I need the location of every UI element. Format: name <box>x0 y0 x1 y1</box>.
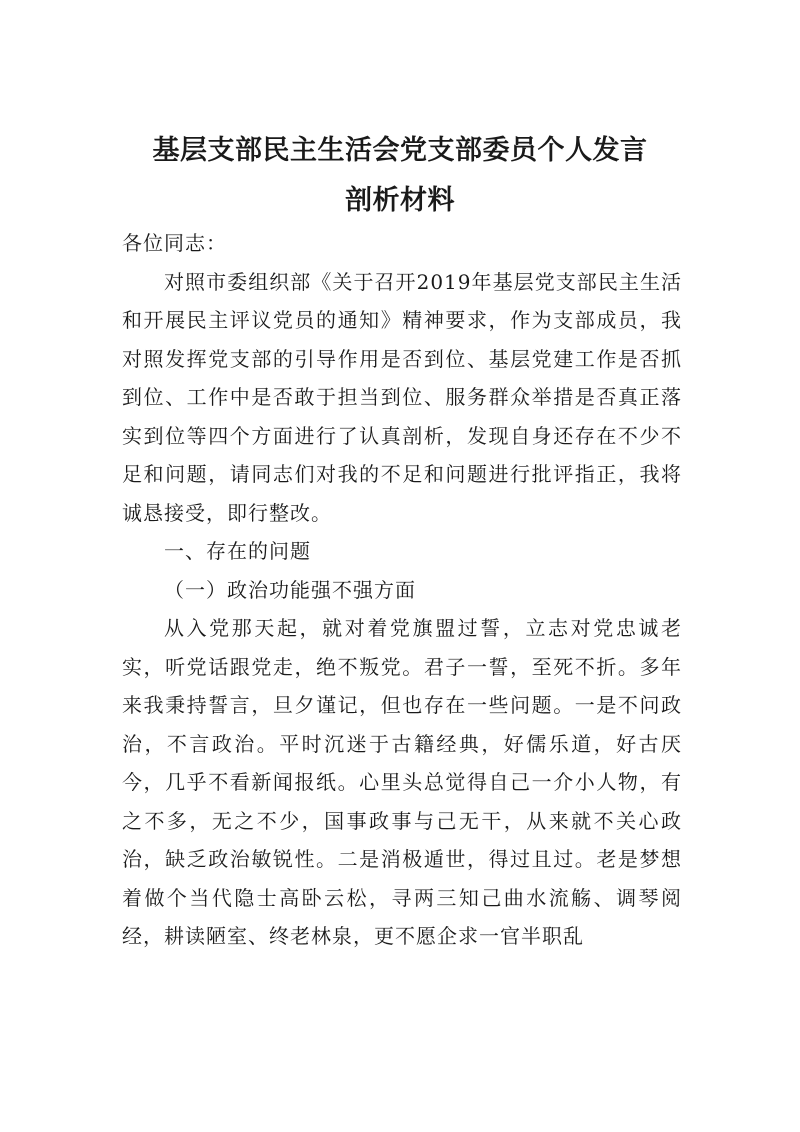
section-heading: 一、存在的问题 <box>164 539 311 563</box>
subsection-paragraph: 从入党那天起，就对着党旗盟过誓，立志对党忠诚老实，听党话跟党走，绝不叛党。君子一誓，至死不折。多年来我秉持誓言，旦夕谨记，但也存在一些问题。一是不问政治，不言政治。平时沉迷于古籍经典，好儒乐道，好古厌今，几乎不看新闻报纸。心里头总觉得自己一介小人物，有之不多，无之不少，国事政事与己无干，从来就不关心政治，缺乏政治敏锐性。二是消极遁世，得过且过。老是梦想着做个当代隐士高卧云松，寻两三知己曲水流觞、调琴阅经，耕读陋室、终老林泉，更不愿企求一官半职乱 <box>122 616 682 948</box>
document-title: 基层支部民主生活会党支部委员个人发言 <box>152 135 648 166</box>
subsection-heading: （一）政治功能强不强方面 <box>164 577 416 602</box>
document-title-continued: 剖析材料 <box>345 185 455 216</box>
salutation: 各位同志： <box>122 231 227 255</box>
document-body <box>122 224 682 956</box>
intro-paragraph: 对照市委组织部《关于召开2019年基层党支部民主生活和开展民主评议党员的通知》精神要求，作为支部成员，我对照发挥党支部的引导作用是否到位、基层党建工作是否抓到位、工作中是否敢于担当到位、服务群众举措是否真正落实到位等四个方面进行了认真剖析，发现自身还存在不少不足和问题，请同志们对我的不足和问题进行批评指正，我将诚恳接受，即行整改。 <box>122 269 682 525</box>
